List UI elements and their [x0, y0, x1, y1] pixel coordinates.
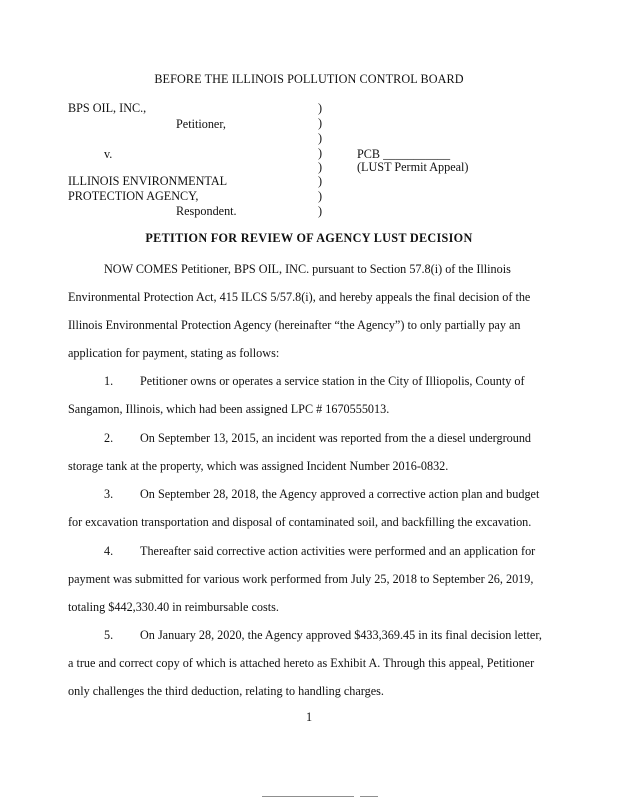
intro-line: application for payment, stating as follows:	[68, 346, 280, 360]
caption-paren: )	[318, 174, 323, 188]
paragraph-line: for excavation transportation and disposal of contaminated soil, and backfilling the excavation.	[68, 515, 532, 529]
paragraph-number: 1.	[104, 374, 114, 388]
page-number: 1	[305, 710, 313, 724]
caption-paren: )	[318, 101, 323, 115]
paragraph-line: On September 13, 2015, an incident was reported from the a diesel underground	[140, 431, 532, 445]
paragraph-line: On September 28, 2018, the Agency approved a corrective action plan and budget	[140, 487, 540, 501]
paragraph-line: On January 28, 2020, the Agency approved $433,369.45 in its final decision letter,	[140, 628, 542, 642]
intro-line: Illinois Environmental Protection Agency (hereinafter “the Agency”) to only partially pay an	[68, 318, 521, 332]
intro-line: NOW COMES Petitioner, BPS OIL, INC. pursuant to Section 57.8(i) of the Illinois	[104, 262, 511, 276]
petitioner-name: BPS OIL, INC.,	[68, 101, 147, 115]
paragraph-line: a true and correct copy of which is attached hereto as Exhibit A. Through this appeal, Petitioner	[68, 656, 535, 670]
versus-label: v.	[104, 147, 113, 161]
court-heading: BEFORE THE ILLINOIS POLLUTION CONTROL BOARD	[154, 72, 464, 86]
caption-paren: )	[318, 116, 323, 130]
paragraph-line: storage tank at the property, which was assigned Incident Number 2016-0832.	[68, 459, 449, 473]
caption-paren: )	[318, 160, 323, 174]
paragraph-line: Thereafter said corrective action activities were performed and an application for	[140, 544, 536, 558]
caption-paren: )	[318, 189, 323, 203]
paragraph-line: Sangamon, Illinois, which had been assigned LPC # 1670555013.	[68, 402, 390, 416]
respondent-name-line1: ILLINOIS ENVIRONMENTAL	[68, 174, 228, 188]
scan-artifact-line	[262, 796, 354, 797]
case-type-label: (LUST Permit Appeal)	[357, 160, 469, 174]
caption-paren: )	[318, 131, 323, 145]
respondent-name-line2: PROTECTION AGENCY,	[68, 189, 199, 203]
paragraph-number: 3.	[104, 487, 114, 501]
paragraph-line: payment was submitted for various work performed from July 25, 2018 to September 26, 2019,	[68, 572, 534, 586]
scan-artifact-line	[360, 796, 378, 797]
pcb-number-field: PCB ___________	[357, 147, 451, 161]
caption-paren: )	[318, 204, 323, 218]
petitioner-role: Petitioner,	[176, 117, 226, 131]
intro-line: Environmental Protection Act, 415 ILCS 5/57.8(i), and hereby appeals the final decision of the	[68, 290, 531, 304]
paragraph-number: 2.	[104, 431, 114, 445]
paragraph-number: 5.	[104, 628, 114, 642]
respondent-role: Respondent.	[176, 204, 237, 218]
paragraph-line: only challenges the third deduction, relating to handling charges.	[68, 684, 384, 698]
paragraph-line: Petitioner owns or operates a service station in the City of Illiopolis, County of	[140, 374, 525, 388]
paragraph-line: totaling $442,330.40 in reimbursable costs.	[68, 600, 279, 614]
paragraph-number: 4.	[104, 544, 114, 558]
caption-paren: )	[318, 146, 323, 160]
document-title: PETITION FOR REVIEW OF AGENCY LUST DECISION	[145, 231, 473, 245]
